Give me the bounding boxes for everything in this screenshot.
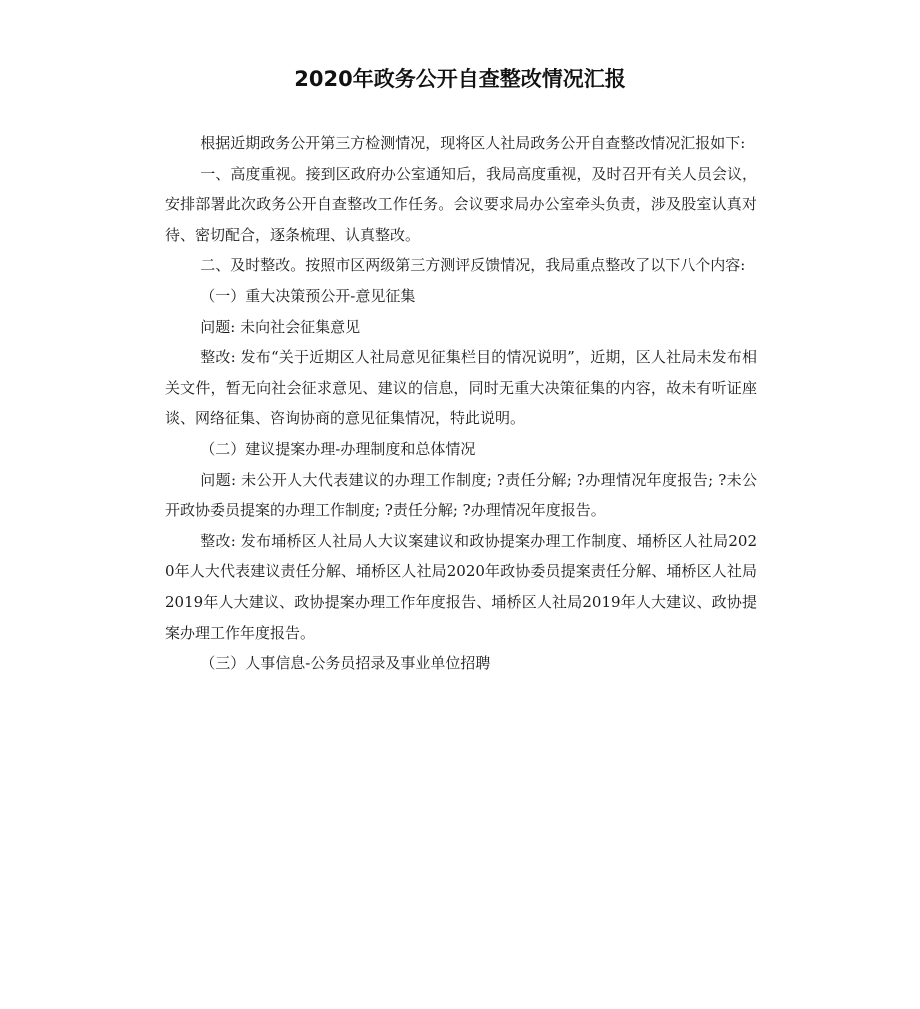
paragraph-problem-2: 问题: 未公开人大代表建议的办理工作制度; ?责任分解; ?办理情况年度报告; ?未公开政协委员提案的办理工作制度; ?责任分解; ?办理情况年度报告。	[165, 470, 757, 520]
subheading-1: （一）重大决策预公开-意见征集	[200, 286, 416, 305]
document-body	[165, 128, 757, 679]
paragraph-section-2: 二、及时整改。按照市区两级第三方测评反馈情况，我局重点整改了以下八个内容:	[200, 256, 746, 275]
paragraph-problem-1: 问题: 未向社会征集意见	[200, 317, 361, 336]
paragraph-intro: 根据近期政务公开第三方检测情况，现将区人社局政务公开自查整改情况汇报如下:	[200, 134, 746, 152]
paragraph-fix-1: 整改: 发布“关于近期区人社局意见征集栏目的情况说明”，近期，区人社局未发布相关文件，暂无向社会征求意见、建议的信息，同时无重大决策征集的内容，故未有听证座谈、网络征集、咨询协商的意见征集情况，特此说明。	[165, 348, 757, 428]
paragraph-section-1: 一、高度重视。接到区政府办公室通知后，我局高度重视，及时召开有关人员会议，安排部署此次政务公开自查整改工作任务。会议要求局办公室牵头负责，涉及股室认真对待、密切配合，逐条梳理、认真整改。	[165, 164, 757, 244]
subheading-2: （二）建议提案办理-办理制度和总体情况	[200, 439, 476, 458]
document-title: 2020年政务公开自查整改情况汇报	[294, 67, 626, 91]
paragraph-fix-2: 整改: 发布埇桥区人社局人大议案建议和政协提案办理工作制度、埇桥区人社局2020年人大代表建议责任分解、埇桥区人社局2020年政协委员提案责任分解、埇桥区人社局2019年人大建议、政协提案办理工作年度报告、埇桥区人社局2019年人大建议、政协提案办理工作年度报告。	[165, 531, 757, 642]
subheading-3: （三）人事信息-公务员招录及事业单位招聘	[200, 654, 491, 673]
